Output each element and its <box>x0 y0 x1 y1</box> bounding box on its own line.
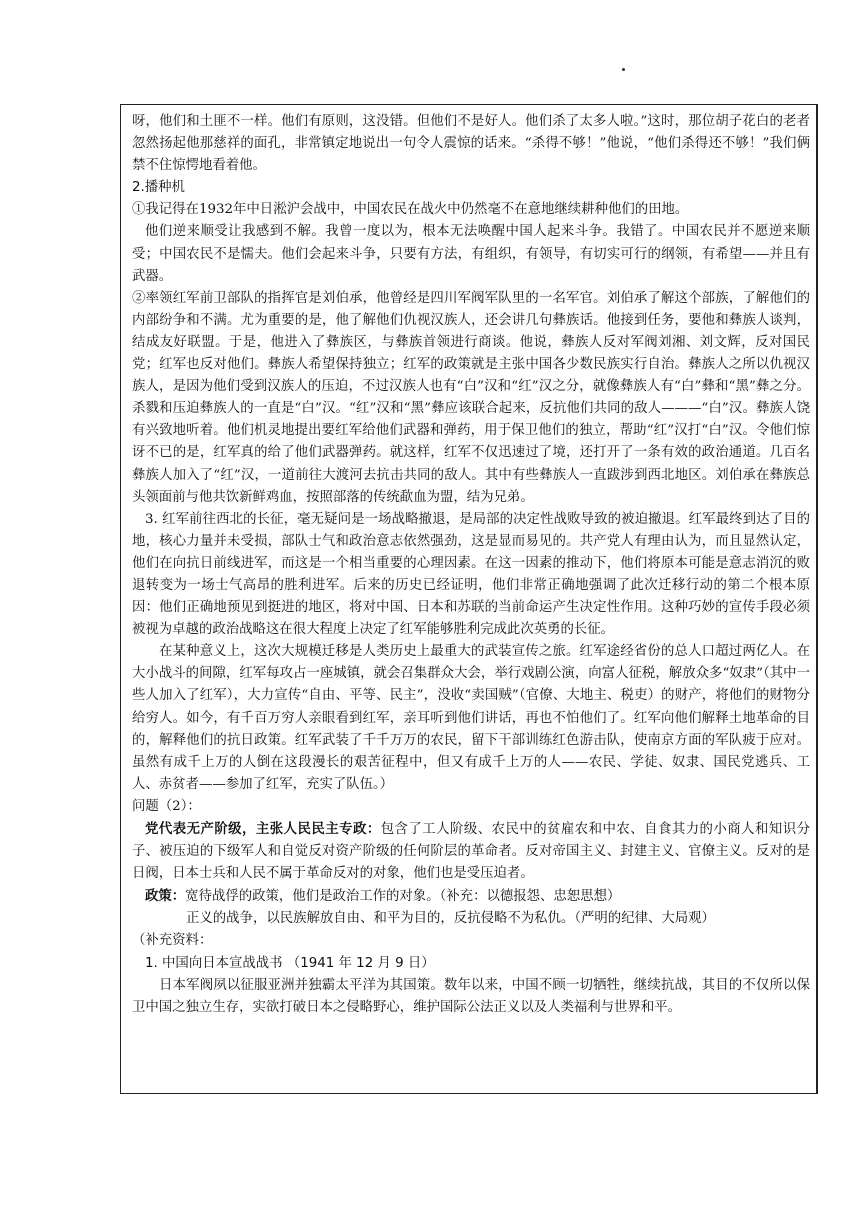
paragraph-peasants: 他们逆来顺受让我感到不解。我曾一度以为，根本无法唤醒中国人起来斗争。我错了。中国农民并不愿逆来顺受；中国农民不是懦夫。他们会起来斗争，只要有方法，有组织，有领导，有切实可行的纲领，有希望——并且有武器。 <box>132 224 810 284</box>
header-dot <box>622 68 625 71</box>
policy-paragraph-2: 正义的战争，以民族解放自由、和平为目的，反抗侵略不为私仇。（严明的纪律、大局观） <box>186 911 715 927</box>
party-paragraph <box>132 818 810 885</box>
supplementary-label: （补充资料： <box>132 933 213 949</box>
paragraph-continuation: 呀，他们和土匪不一样。他们有原则，这没错。但他们不是好人。他们杀了太多人啦。”这时，那位胡子花白的老者忽然扬起他那慈祥的面孔，非常镇定地说出一句令人震惊的话来。“杀得不够！”他说，“他们杀得还不够！”我们俩禁不住惊愕地看着他。 <box>132 114 810 174</box>
declaration-text: 日本军阀夙以征服亚洲并独霸太平洋为其国策。数年以来，中国不顾一切牺牲，继续抗战，其目的不仅所以保卫中国之独立生存，实欲打破日本之侵略野心，维护国际公法正义以及人类福利与世界和平。 <box>132 977 810 1015</box>
policy-text: 宽待战俘的政策，他们是政治工作的对象。（补充：以德报怨、忠恕思想） <box>185 889 621 905</box>
policy-paragraph <box>132 885 810 908</box>
paragraph-liu-bocheng: ②率领红军前卫部队的指挥官是刘伯承，他曾经是四川军阀军队里的一名军官。刘伯承了解这个部族，了解他们的内部纷争和不满。尤为重要的是，他了解他们仇视汉族人，还会讲几句彝族话。他接到任务，要他和彝族人谈判，结成友好联盟。于是，他进入了彝族区，与彝族首领进行商谈。他说，彝族人反对军阀刘湘、刘文辉，反对国民党；红军也反对他们。彝族人希望保持独立；红军的政策就是主张中国各少数民族实行自治。彝族人之所以仇视汉族人，是因为他们受到汉族人的压迫，不过汉族人也有“白”汉和“红”汉之分，就像彝族人有“白”彝和“黑”彝之分。杀戮和压迫彝族人的一直是“白”汉。“红”汉和“黑”彝应该联合起来，反抗他们共同的敌人———“白”汉。彝族人饶有兴致地听着。他们机灵地提出要红军给他们武器和弹药，用于保卫他们的独立，帮助“红”汉打“白”汉。令他们惊讶不已的是，红军真的给了他们武器弹药。就这样，红军不仅迅速过了境，还打开了一条有效的政治通道。几百名彝族人加入了“红”汉，一道前往大渡河去抗击共同的敌人。其中有些彝族人一直跋涉到西北地区。刘伯承在彝族总头领面前与他共饮新鲜鸡血，按照部落的传统歃血为盟，结为兄弟。 <box>132 290 810 505</box>
document-body <box>132 111 810 1019</box>
section-heading-sower: 2.播种机 <box>132 180 185 196</box>
question-2-label: 问题（2）： <box>132 798 201 814</box>
paragraph-long-march: 3. 红军前往西北的长征，毫无疑问是一场战略撤退，是局部的决定性战败导致的被迫撤退。红军最终到达了目的地，核心力量并未受损，部队士气和政治意志依然强劲，这是显而易见的。共产党人有理由认为，而且显然认定，他们在向抗日前线进军，而这是一个相当重要的心理因素。在这一因素的推动下，他们将原本可能是意志消沉的败退转变为一场士气高昂的胜利进军。后来的历史已经证明，他们非常正确地强调了此次迁移行动的第二个根本原因：他们正确地预见到挺进的地区，将对中国、日本和苏联的当前命运产生决定性作用。这种巧妙的宣传手段必须被视为卓越的政治战略这在很大程度上决定了红军能够胜利完成此次英勇的长征。 <box>132 511 810 638</box>
policy-heading: 政策： <box>145 888 186 905</box>
paragraph-1932: ①我记得在1932年中日淞沪会战中，中国农民在战火中仍然毫不在意地继续耕种他们的田地。 <box>132 202 689 218</box>
party-heading: 党代表无产阶级，主张人民民主专政： <box>145 821 381 837</box>
party-text: 包含了工人阶级、农民中的贫雇农和中农、自食其力的小商人和知识分子、被压迫的下级军人和自觉反对资产阶级的任何阶层的革命者。反对帝国主义、封建主义、官僚主义。反对的是日阀，日本士兵和人民不属于革命反对的对象，他们也是受压迫者。 <box>132 822 810 882</box>
paragraph-propaganda: 在某种意义上，这次大规模迁移是人类历史上最重大的武装宣传之旅。红军途经省份的总人口超过两亿人。在大小战斗的间隙，红军每攻占一座城镇，就会召集群众大会，举行戏剧公演，向富人征税，解放众多“奴隶”（其中一些人加入了红军），大力宣传“自由、平等、民主”，没收“卖国贼”（官僚、大地主、税吏）的财产，将他们的财物分给穷人。如今，有千百万穷人亲眼看到红军，亲耳听到他们讲话，再也不怕他们了。红军向他们解释土地革命的目的，解释他们的抗日政策。红军武装了千千万万的农民，留下干部训练红色游击队，使南京方面的军队疲于应对。虽然有成千上万的人倒在这段漫长的艰苦征程中，但又有成千上万的人——农民、学徒、奴隶、国民党逃兵、工人、赤贫者——参加了红军，充实了队伍。） <box>132 644 810 792</box>
declaration-title: 1. 中国向日本宣战战书 （1941 年 12 月 9 日） <box>145 955 435 971</box>
table-right-border <box>817 104 818 1094</box>
